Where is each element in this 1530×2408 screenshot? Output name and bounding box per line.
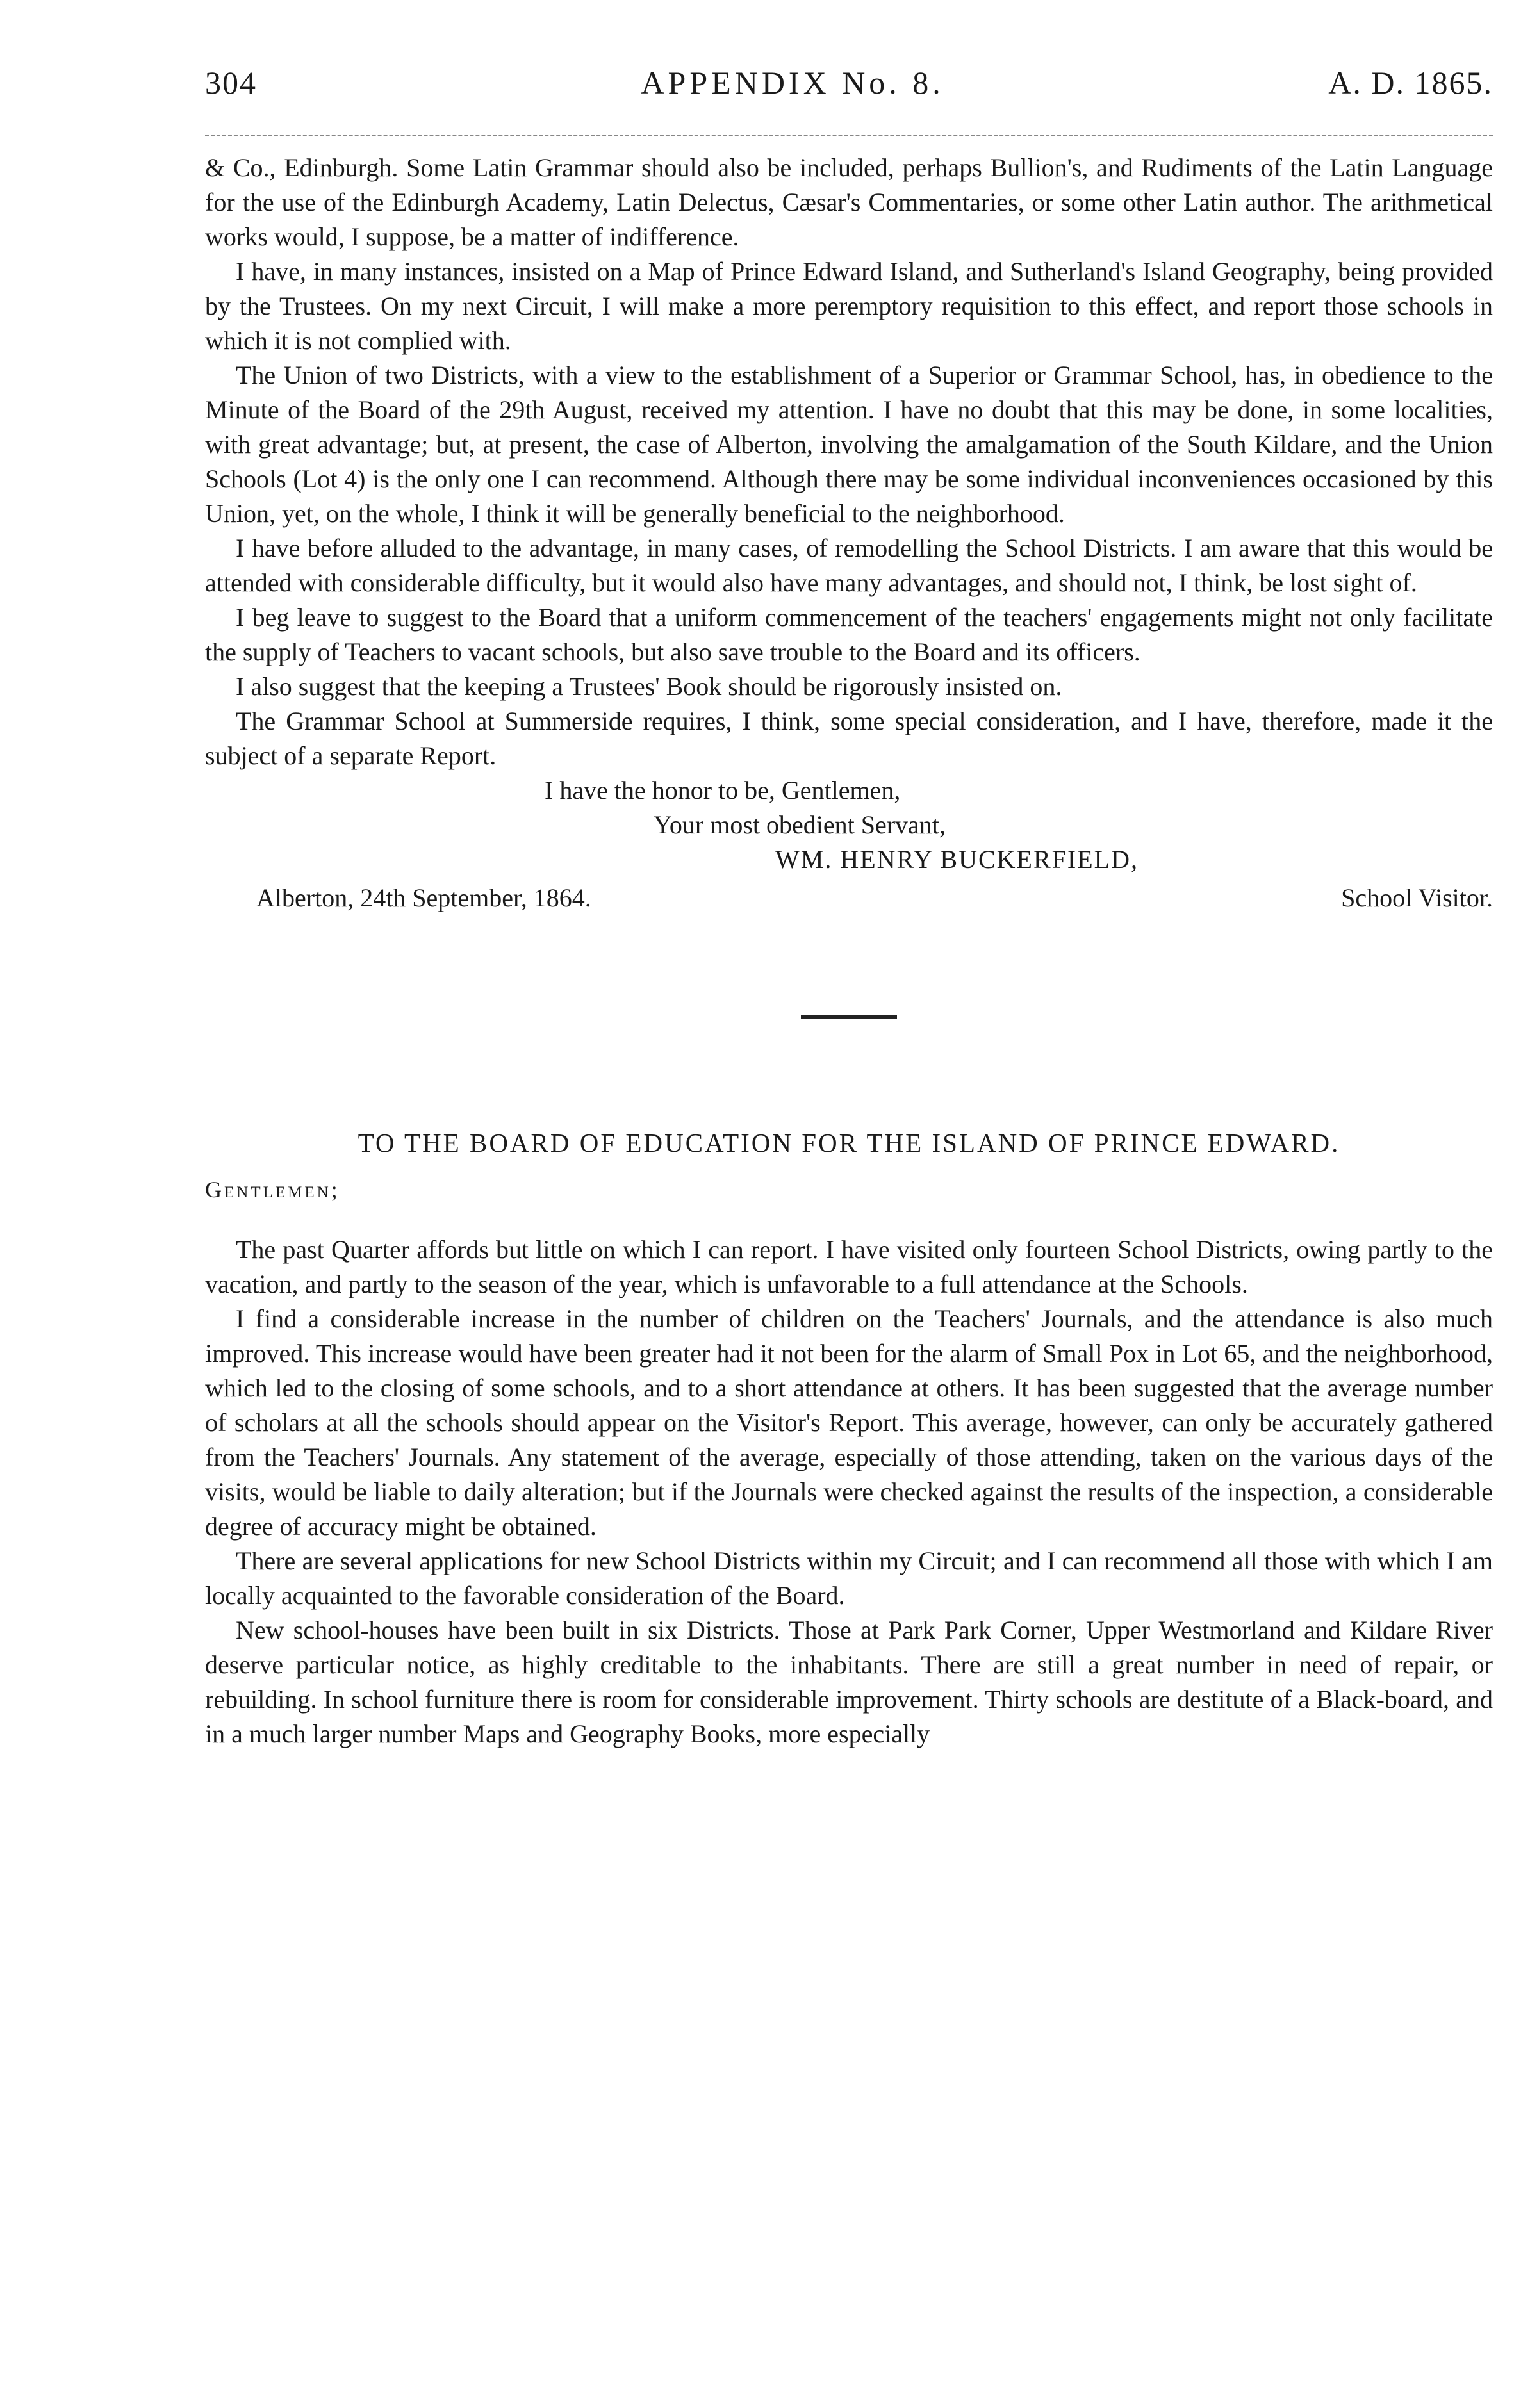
place-date: Alberton, 24th September, 1864. [256,883,591,912]
paragraph: There are several applications for new School Districts within my Circuit; and I can recommend all those with which I am locally acquainted to the favorable consideration of the Board. [205,1546,1493,1610]
paragraph: I beg leave to suggest to the Board that a uniform commencement of the teachers' engagements might not only facilitate the supply of Teachers to vacant schools, but also save trouble to the Board and its officers. [205,603,1493,666]
document-page [205,64,1493,1751]
place-date-row [205,881,1493,915]
paragraph: I have, in many instances, insisted on a Map of Prince Edward Island, and Sutherland's Island Geography, being provided by the Trustees. On my next Circuit, I will make a more peremptory requisition to this effect, and report those schools in which it is not complied with. [205,257,1493,355]
section-divider [801,1015,897,1019]
header-rule [205,135,1493,136]
letter-2-body [205,1233,1493,1751]
paragraph: The Grammar School at Summerside requires, I think, some special consideration, and I have, therefore, made it the subject of a separate Report. [205,707,1493,770]
paragraph: The Union of two Districts, with a view to the establishment of a Superior or Grammar School, has, in obedience to the Minute of the Board of the 29th August, received my attention. I have no doubt that this may be done, in some localities, with great advantage; but, at present, the case of Alberton, involving the amalgamation of the South Kildare, and the Union Schools (Lot 4) is the only one I can recommend. Although there may be some individual inconveniences occasioned by this Union, yet, on the whole, I think it will be generally beneficial to the neighborhood. [205,361,1493,528]
letter-1-closing [205,773,1493,877]
closing-line: Your most obedient Servant, [654,810,946,839]
closing-line: I have the honor to be, Gentlemen, [545,776,901,805]
paragraph: I also suggest that the keeping a Trustees' Book should be rigorously insisted on. [236,672,1062,701]
salutation: Gentlemen; [205,1177,340,1202]
paragraph: I find a considerable increase in the number of children on the Teachers' Journals, and the attendance is also much improved. This increase would have been greater had it not been for the alarm of Small Pox in Lot 65, and the neighborhood, which led to the closing of some schools, and to a short attendance at others. It has been suggested that the average number of scholars at all the schools should appear on the Visitor's Report. This average, however, can only be accurately gathered from the Teachers' Journals. Any statement of the average, especially of those attending, taken on the various days of the visits, would be liable to daily alteration; but if the Journals were checked against the results of the inspection, a considerable degree of accuracy might be obtained. [205,1304,1493,1541]
paragraph: I have before alluded to the advantage, in many cases, of remodelling the School Districts. I am aware that this would be attended with considerable difficulty, but it would also have many advantages, and should not, I think, be lost sight of. [205,534,1493,597]
paragraph: & Co., Edinburgh. Some Latin Grammar should also be included, perhaps Bullion's, and Rudiments of the Latin Language for the use of the Edinburgh Academy, Latin Delectus, Cæsar's Commentaries, or some other Latin author. The arithmetical works would, I suppose, be a matter of indifference. [205,153,1493,251]
running-title: APPENDIX No. 8. [641,65,944,101]
letter-2-title: TO THE BOARD OF EDUCATION FOR THE ISLAND OF PRINCE EDWARD. [358,1128,1340,1158]
letter-1-body [205,151,1493,773]
running-year: A. D. 1865. [1328,65,1493,101]
signature: WM. HENRY BUCKERFIELD, [775,845,1139,874]
running-head [205,64,1493,115]
page-number: 304 [205,65,257,101]
signer-role: School Visitor. [1341,883,1493,912]
paragraph: The past Quarter affords but little on which I can report. I have visited only fourteen School Districts, owing partly to the vacation, and partly to the season of the year, which is unfavorable to a full attendance at the Schools. [205,1235,1493,1298]
paragraph: New school-houses have been built in six Districts. Those at Park Park Corner, Upper Westmorland and Kildare River deserve particular notice, as highly creditable to the inhabitants. There are still a great number in need of repair, or rebuilding. In school furniture there is room for considerable improvement. Thirty schools are destitute of a Black-board, and in a much larger number Maps and Geography Books, more especially [205,1616,1493,1748]
